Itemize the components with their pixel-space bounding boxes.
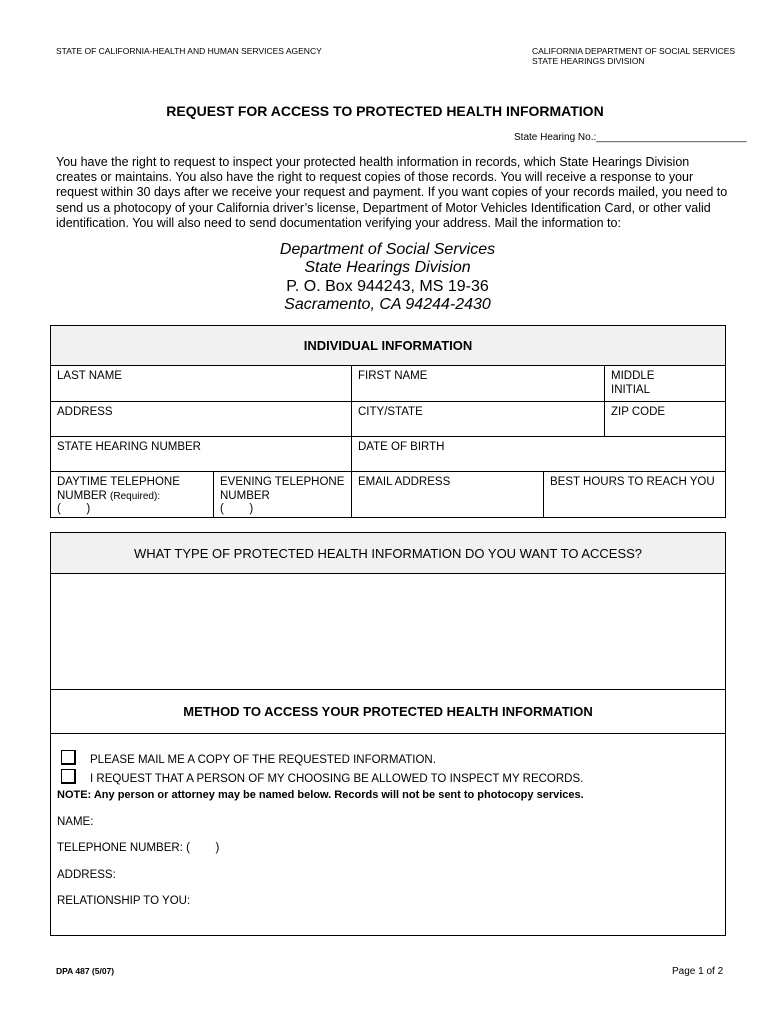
evening-telephone-label-2: NUMBER [220, 489, 270, 502]
designee-telephone-field[interactable] [57, 842, 717, 855]
daytime-telephone-required: (Required): [110, 490, 161, 502]
mailing-address-line4: Sacramento, CA 94244-2430 [284, 296, 491, 314]
department-header-line1: CALIFORNIA DEPARTMENT OF SOCIAL SERVICES [532, 46, 736, 56]
designee-relationship-field[interactable] [57, 895, 717, 908]
daytime-telephone-parens: ( ) [57, 503, 91, 515]
date-of-birth-field[interactable] [352, 437, 725, 472]
best-hours-field[interactable] [544, 472, 725, 517]
department-header-line2: STATE HEARINGS DIVISION [532, 56, 645, 66]
inspect-records-label: I REQUEST THAT A PERSON OF MY CHOOSING BE ALLOWED TO INSPECT MY RECORDS. [90, 773, 584, 785]
middle-initial-field[interactable] [605, 366, 725, 402]
mailing-address-line2: State Hearings Division [304, 259, 471, 277]
daytime-telephone-field[interactable] [51, 472, 214, 517]
email-address-field[interactable] [352, 472, 544, 517]
evening-telephone-label-1: EVENING TELEPHONE [220, 476, 345, 488]
department-header [532, 46, 735, 66]
zip-code-field[interactable] [605, 402, 725, 437]
designee-name-label: NAME: [57, 816, 94, 828]
state-hearing-number-field[interactable] [51, 437, 352, 472]
daytime-telephone-number-label: NUMBER [57, 489, 107, 502]
daytime-telephone-label-2 [57, 490, 213, 504]
address-label: ADDRESS [57, 406, 113, 418]
designee-address-field[interactable] [57, 869, 717, 882]
individual-information-heading: INDIVIDUAL INFORMATION [51, 326, 725, 366]
zip-code-label: ZIP CODE [611, 406, 666, 418]
address-field[interactable] [51, 402, 352, 437]
mail-copy-label: PLEASE MAIL ME A COPY OF THE REQUESTED INFORMATION. [90, 754, 436, 766]
last-name-label: LAST NAME [57, 370, 122, 382]
method-heading: METHOD TO ACCESS YOUR PROTECTED HEALTH INFORMATION [51, 690, 725, 734]
agency-header: STATE OF CALIFORNIA-HEALTH AND HUMAN SERVICES AGENCY [56, 46, 322, 56]
mailing-address-line1: Department of Social Services [279, 241, 496, 258]
page-number: Page 1 of 2 [672, 966, 724, 977]
method-note: NOTE: Any person or attorney may be named below. Records will not be sent to photocopy services. [57, 789, 584, 801]
form-id: DPA 487 (5/07) [56, 966, 115, 976]
daytime-telephone-label-1: DAYTIME TELEPHONE [57, 476, 180, 488]
inspect-records-checkbox[interactable] [61, 769, 76, 784]
designee-address-label: ADDRESS: [57, 869, 116, 881]
first-name-label: FIRST NAME [358, 370, 428, 382]
individual-information-section [50, 325, 726, 518]
city-state-field[interactable] [352, 402, 605, 437]
email-address-label: EMAIL ADDRESS [358, 476, 451, 488]
first-name-field[interactable] [352, 366, 605, 402]
designee-telephone-label: TELEPHONE NUMBER: ( ) [57, 842, 220, 854]
form-title: REQUEST FOR ACCESS TO PROTECTED HEALTH INFORMATION [166, 103, 604, 119]
designee-name-field[interactable] [57, 816, 717, 829]
phi-type-answer-area[interactable] [51, 574, 725, 690]
last-name-field[interactable] [51, 366, 352, 402]
city-state-label: CITY/STATE [358, 406, 423, 418]
date-of-birth-label: DATE OF BIRTH [358, 441, 445, 453]
best-hours-label: BEST HOURS TO REACH YOU [550, 476, 715, 488]
evening-telephone-field[interactable] [214, 472, 352, 517]
designee-relationship-label: RELATIONSHIP TO YOU: [57, 895, 191, 907]
mailing-address [150, 241, 625, 315]
intro-paragraph: You have the right to request to inspect your protected health information in records, which State Hearings Division creates or maintains. You also have the right to request copies of those records. You will receive a response to your request within 30 days after we receive your request and payment. If you want copies of your records mailed, you need to send us a photocopy of your California driver’s license, Department of Motor Vehicles Identification Card, or other valid identification. You will also need to send documentation verifying your address. Mail the information to: [56, 155, 728, 230]
middle-initial-label-2: INITIAL [611, 383, 650, 396]
phi-type-heading: WHAT TYPE OF PROTECTED HEALTH INFORMATION DO YOU WANT TO ACCESS? [51, 533, 725, 574]
middle-initial-label-1: MIDDLE [611, 370, 655, 382]
phi-request-section [50, 532, 726, 936]
mailing-address-line3: P. O. Box 944243, MS 19-36 [286, 277, 489, 295]
state-hearing-no-field[interactable]: State Hearing No.:___________________________ [514, 132, 747, 143]
state-hearing-number-label: STATE HEARING NUMBER [57, 441, 201, 453]
mail-copy-checkbox[interactable] [61, 750, 76, 765]
evening-telephone-parens: ( ) [220, 503, 254, 515]
